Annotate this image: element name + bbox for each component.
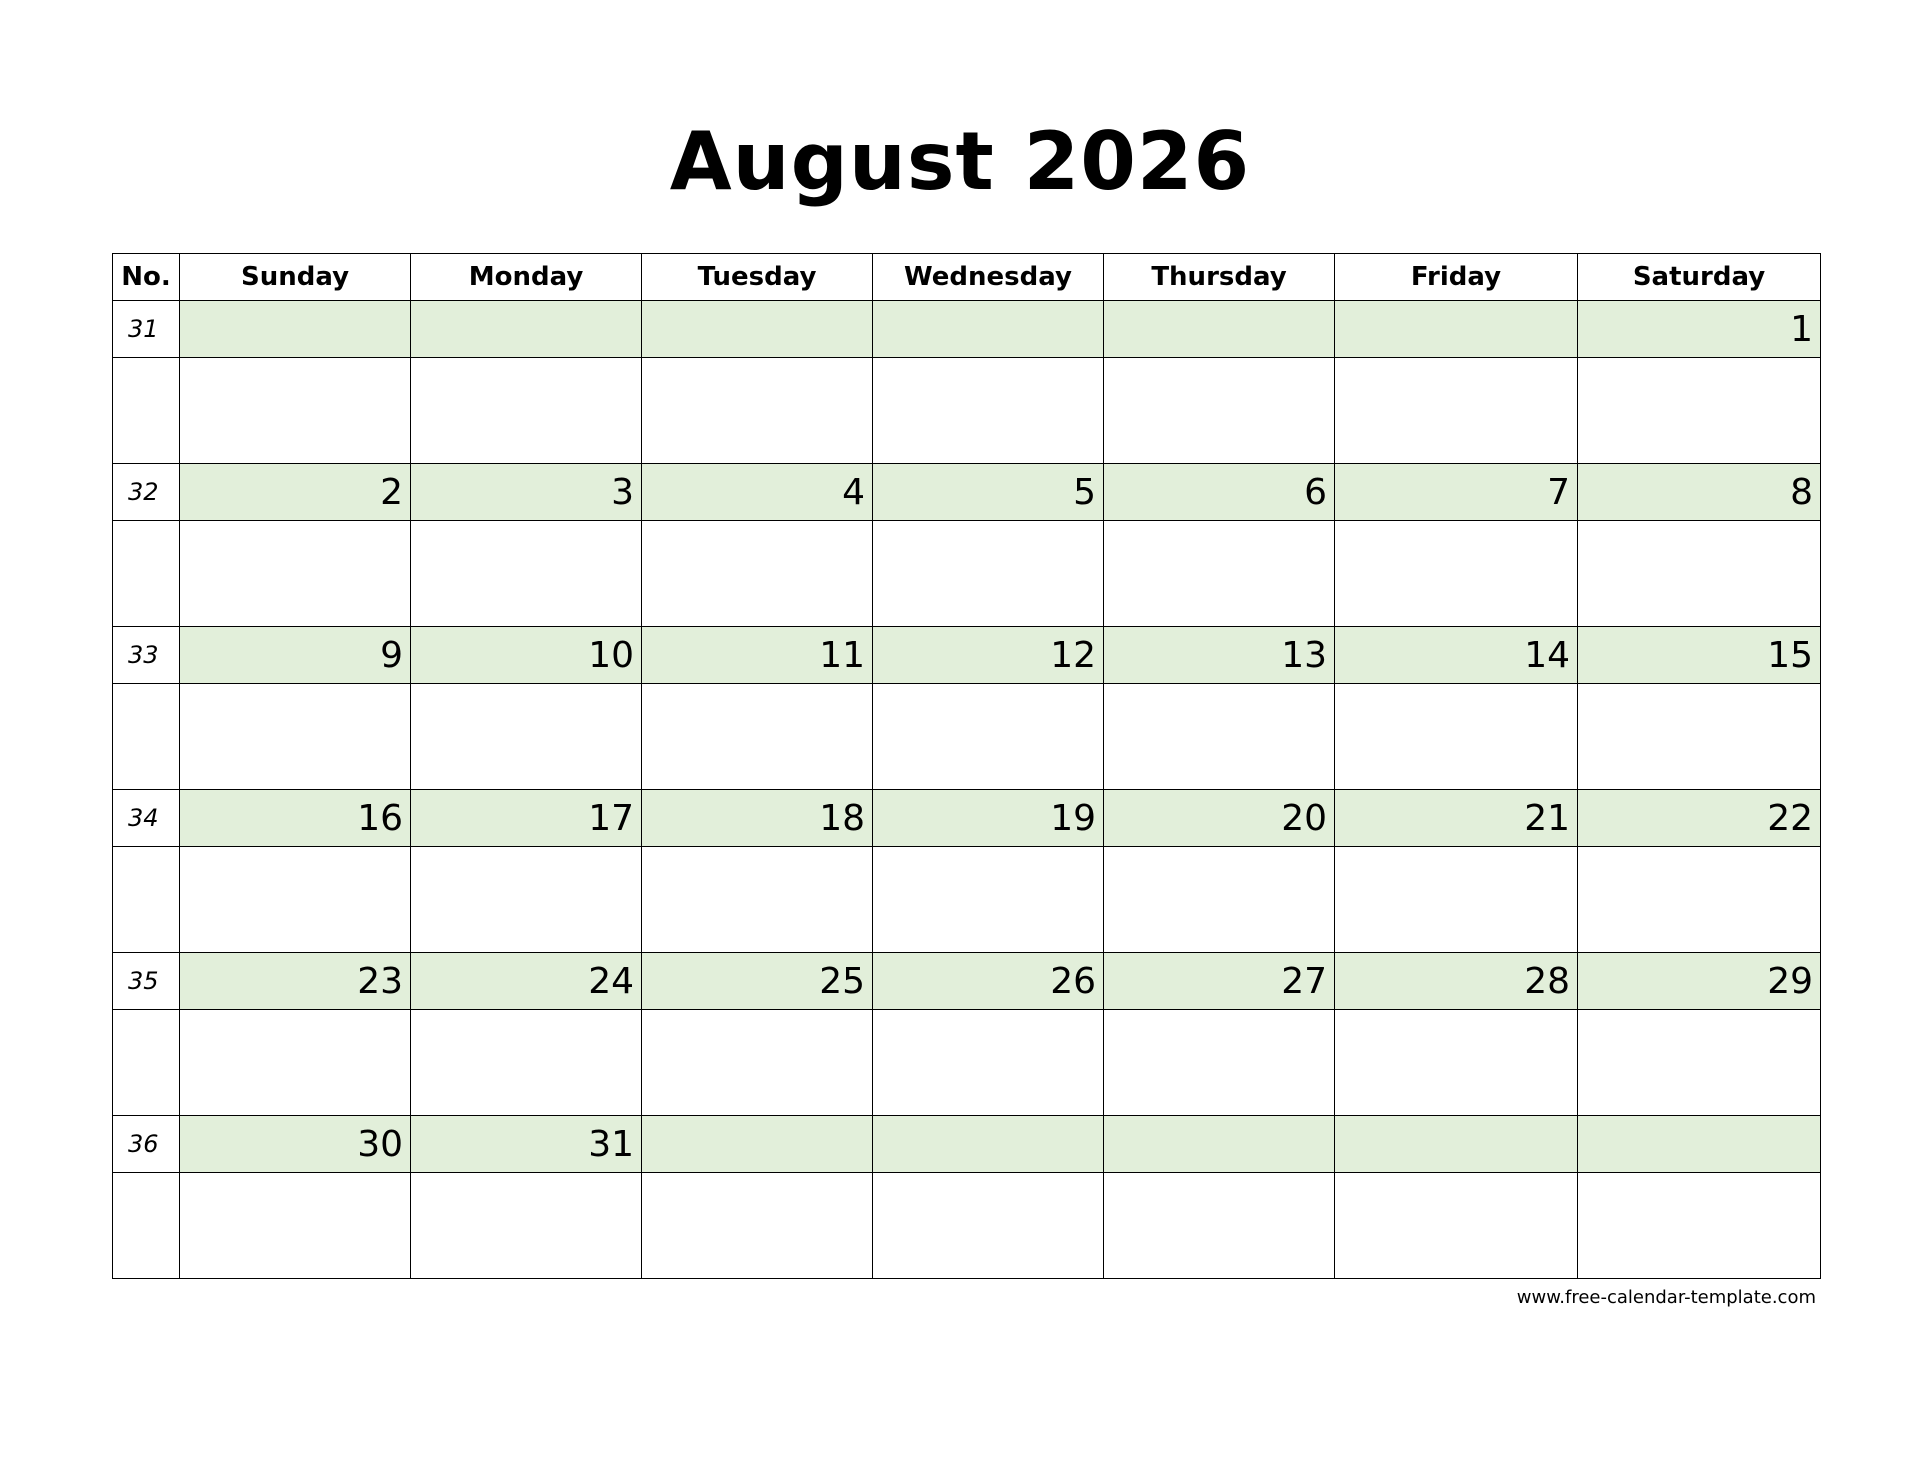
week-notes-spacer: [113, 358, 180, 464]
weekday-header: Monday: [411, 254, 642, 301]
day-number: 15: [1578, 627, 1821, 684]
day-notes-cell[interactable]: [1578, 1173, 1821, 1279]
week-number: 33: [113, 627, 180, 684]
day-number: 7: [1335, 464, 1578, 521]
day-notes-cell[interactable]: [1335, 1173, 1578, 1279]
weekday-header: Friday: [1335, 254, 1578, 301]
week-notes-spacer: [113, 521, 180, 627]
calendar-grid: [112, 253, 1821, 1279]
week-number: 32: [113, 464, 180, 521]
day-notes-cell[interactable]: [180, 684, 411, 790]
day-number: 3: [411, 464, 642, 521]
day-number: [1335, 301, 1578, 358]
week-notes-spacer: [113, 684, 180, 790]
day-number: 20: [1104, 790, 1335, 847]
day-number: 11: [642, 627, 873, 684]
day-notes-cell[interactable]: [1335, 847, 1578, 953]
day-notes-cell[interactable]: [1335, 521, 1578, 627]
day-notes-cell[interactable]: [642, 521, 873, 627]
day-notes-cell[interactable]: [873, 521, 1104, 627]
calendar-title: August 2026: [669, 115, 1251, 208]
week-date-row: [113, 953, 1821, 1010]
weekday-header: Sunday: [180, 254, 411, 301]
week-number: 34: [113, 790, 180, 847]
day-number: 10: [411, 627, 642, 684]
day-notes-cell[interactable]: [1578, 684, 1821, 790]
week-date-row: [113, 1116, 1821, 1173]
footer-website-link[interactable]: www.free-calendar-template.com: [1516, 1287, 1816, 1308]
day-notes-cell[interactable]: [1335, 684, 1578, 790]
day-number: 13: [1104, 627, 1335, 684]
week-number: 36: [113, 1116, 180, 1173]
day-number: 31: [411, 1116, 642, 1173]
day-number: 14: [1335, 627, 1578, 684]
week-date-row: [113, 464, 1821, 521]
week-date-row: [113, 627, 1821, 684]
day-notes-cell[interactable]: [180, 358, 411, 464]
week-notes-row: [113, 358, 1821, 464]
day-number: [873, 1116, 1104, 1173]
day-number: 4: [642, 464, 873, 521]
week-number: 35: [113, 953, 180, 1010]
day-notes-cell[interactable]: [642, 1010, 873, 1116]
week-notes-row: [113, 1173, 1821, 1279]
day-number: 17: [411, 790, 642, 847]
day-number: 16: [180, 790, 411, 847]
day-number: 22: [1578, 790, 1821, 847]
day-notes-cell[interactable]: [642, 358, 873, 464]
day-number: 21: [1335, 790, 1578, 847]
day-notes-cell[interactable]: [1104, 684, 1335, 790]
day-number: 1: [1578, 301, 1821, 358]
day-number: [1104, 1116, 1335, 1173]
day-notes-cell[interactable]: [411, 1010, 642, 1116]
day-number: 28: [1335, 953, 1578, 1010]
week-notes-spacer: [113, 847, 180, 953]
day-number: 29: [1578, 953, 1821, 1010]
day-number: 18: [642, 790, 873, 847]
week-number: 31: [113, 301, 180, 358]
week-notes-row: [113, 684, 1821, 790]
day-number: 24: [411, 953, 642, 1010]
day-notes-cell[interactable]: [411, 684, 642, 790]
week-notes-row: [113, 521, 1821, 627]
day-number: 30: [180, 1116, 411, 1173]
day-notes-cell[interactable]: [411, 521, 642, 627]
day-number: 12: [873, 627, 1104, 684]
weekday-header: Thursday: [1104, 254, 1335, 301]
day-notes-cell[interactable]: [1104, 1173, 1335, 1279]
weekday-header: Tuesday: [642, 254, 873, 301]
day-notes-cell[interactable]: [180, 521, 411, 627]
day-number: 25: [642, 953, 873, 1010]
day-notes-cell[interactable]: [180, 1173, 411, 1279]
weekday-header-row: [113, 254, 1821, 301]
day-number: [180, 301, 411, 358]
week-number-header: No.: [113, 254, 180, 301]
day-number: 5: [873, 464, 1104, 521]
day-notes-cell[interactable]: [1578, 847, 1821, 953]
day-number: [1578, 1116, 1821, 1173]
day-number: [642, 1116, 873, 1173]
week-date-row: [113, 301, 1821, 358]
day-number: [411, 301, 642, 358]
day-number: 2: [180, 464, 411, 521]
day-notes-cell[interactable]: [1104, 358, 1335, 464]
day-number: [642, 301, 873, 358]
week-notes-row: [113, 847, 1821, 953]
day-number: 19: [873, 790, 1104, 847]
day-notes-cell[interactable]: [642, 1173, 873, 1279]
day-notes-cell[interactable]: [1335, 358, 1578, 464]
day-notes-cell[interactable]: [411, 358, 642, 464]
day-notes-cell[interactable]: [411, 1173, 642, 1279]
week-notes-spacer: [113, 1173, 180, 1279]
day-notes-cell[interactable]: [1104, 521, 1335, 627]
day-notes-cell[interactable]: [873, 1173, 1104, 1279]
day-number: 6: [1104, 464, 1335, 521]
day-notes-cell[interactable]: [1335, 1010, 1578, 1116]
day-number: [1104, 301, 1335, 358]
day-notes-cell[interactable]: [873, 847, 1104, 953]
day-number: 23: [180, 953, 411, 1010]
day-notes-cell[interactable]: [642, 847, 873, 953]
day-number: 27: [1104, 953, 1335, 1010]
week-date-row: [113, 790, 1821, 847]
day-number: [873, 301, 1104, 358]
day-number: 8: [1578, 464, 1821, 521]
day-notes-cell[interactable]: [1104, 1010, 1335, 1116]
day-notes-cell[interactable]: [873, 358, 1104, 464]
week-notes-row: [113, 1010, 1821, 1116]
day-notes-cell[interactable]: [180, 847, 411, 953]
week-notes-spacer: [113, 1010, 180, 1116]
day-number: 9: [180, 627, 411, 684]
day-notes-cell[interactable]: [1578, 521, 1821, 627]
day-notes-cell[interactable]: [1578, 1010, 1821, 1116]
day-notes-cell[interactable]: [873, 1010, 1104, 1116]
day-notes-cell[interactable]: [642, 684, 873, 790]
day-notes-cell[interactable]: [1578, 358, 1821, 464]
weekday-header: Saturday: [1578, 254, 1821, 301]
day-notes-cell[interactable]: [873, 684, 1104, 790]
day-number: 26: [873, 953, 1104, 1010]
day-notes-cell[interactable]: [1104, 847, 1335, 953]
day-notes-cell[interactable]: [180, 1010, 411, 1116]
weekday-header: Wednesday: [873, 254, 1104, 301]
day-number: [1335, 1116, 1578, 1173]
day-notes-cell[interactable]: [411, 847, 642, 953]
